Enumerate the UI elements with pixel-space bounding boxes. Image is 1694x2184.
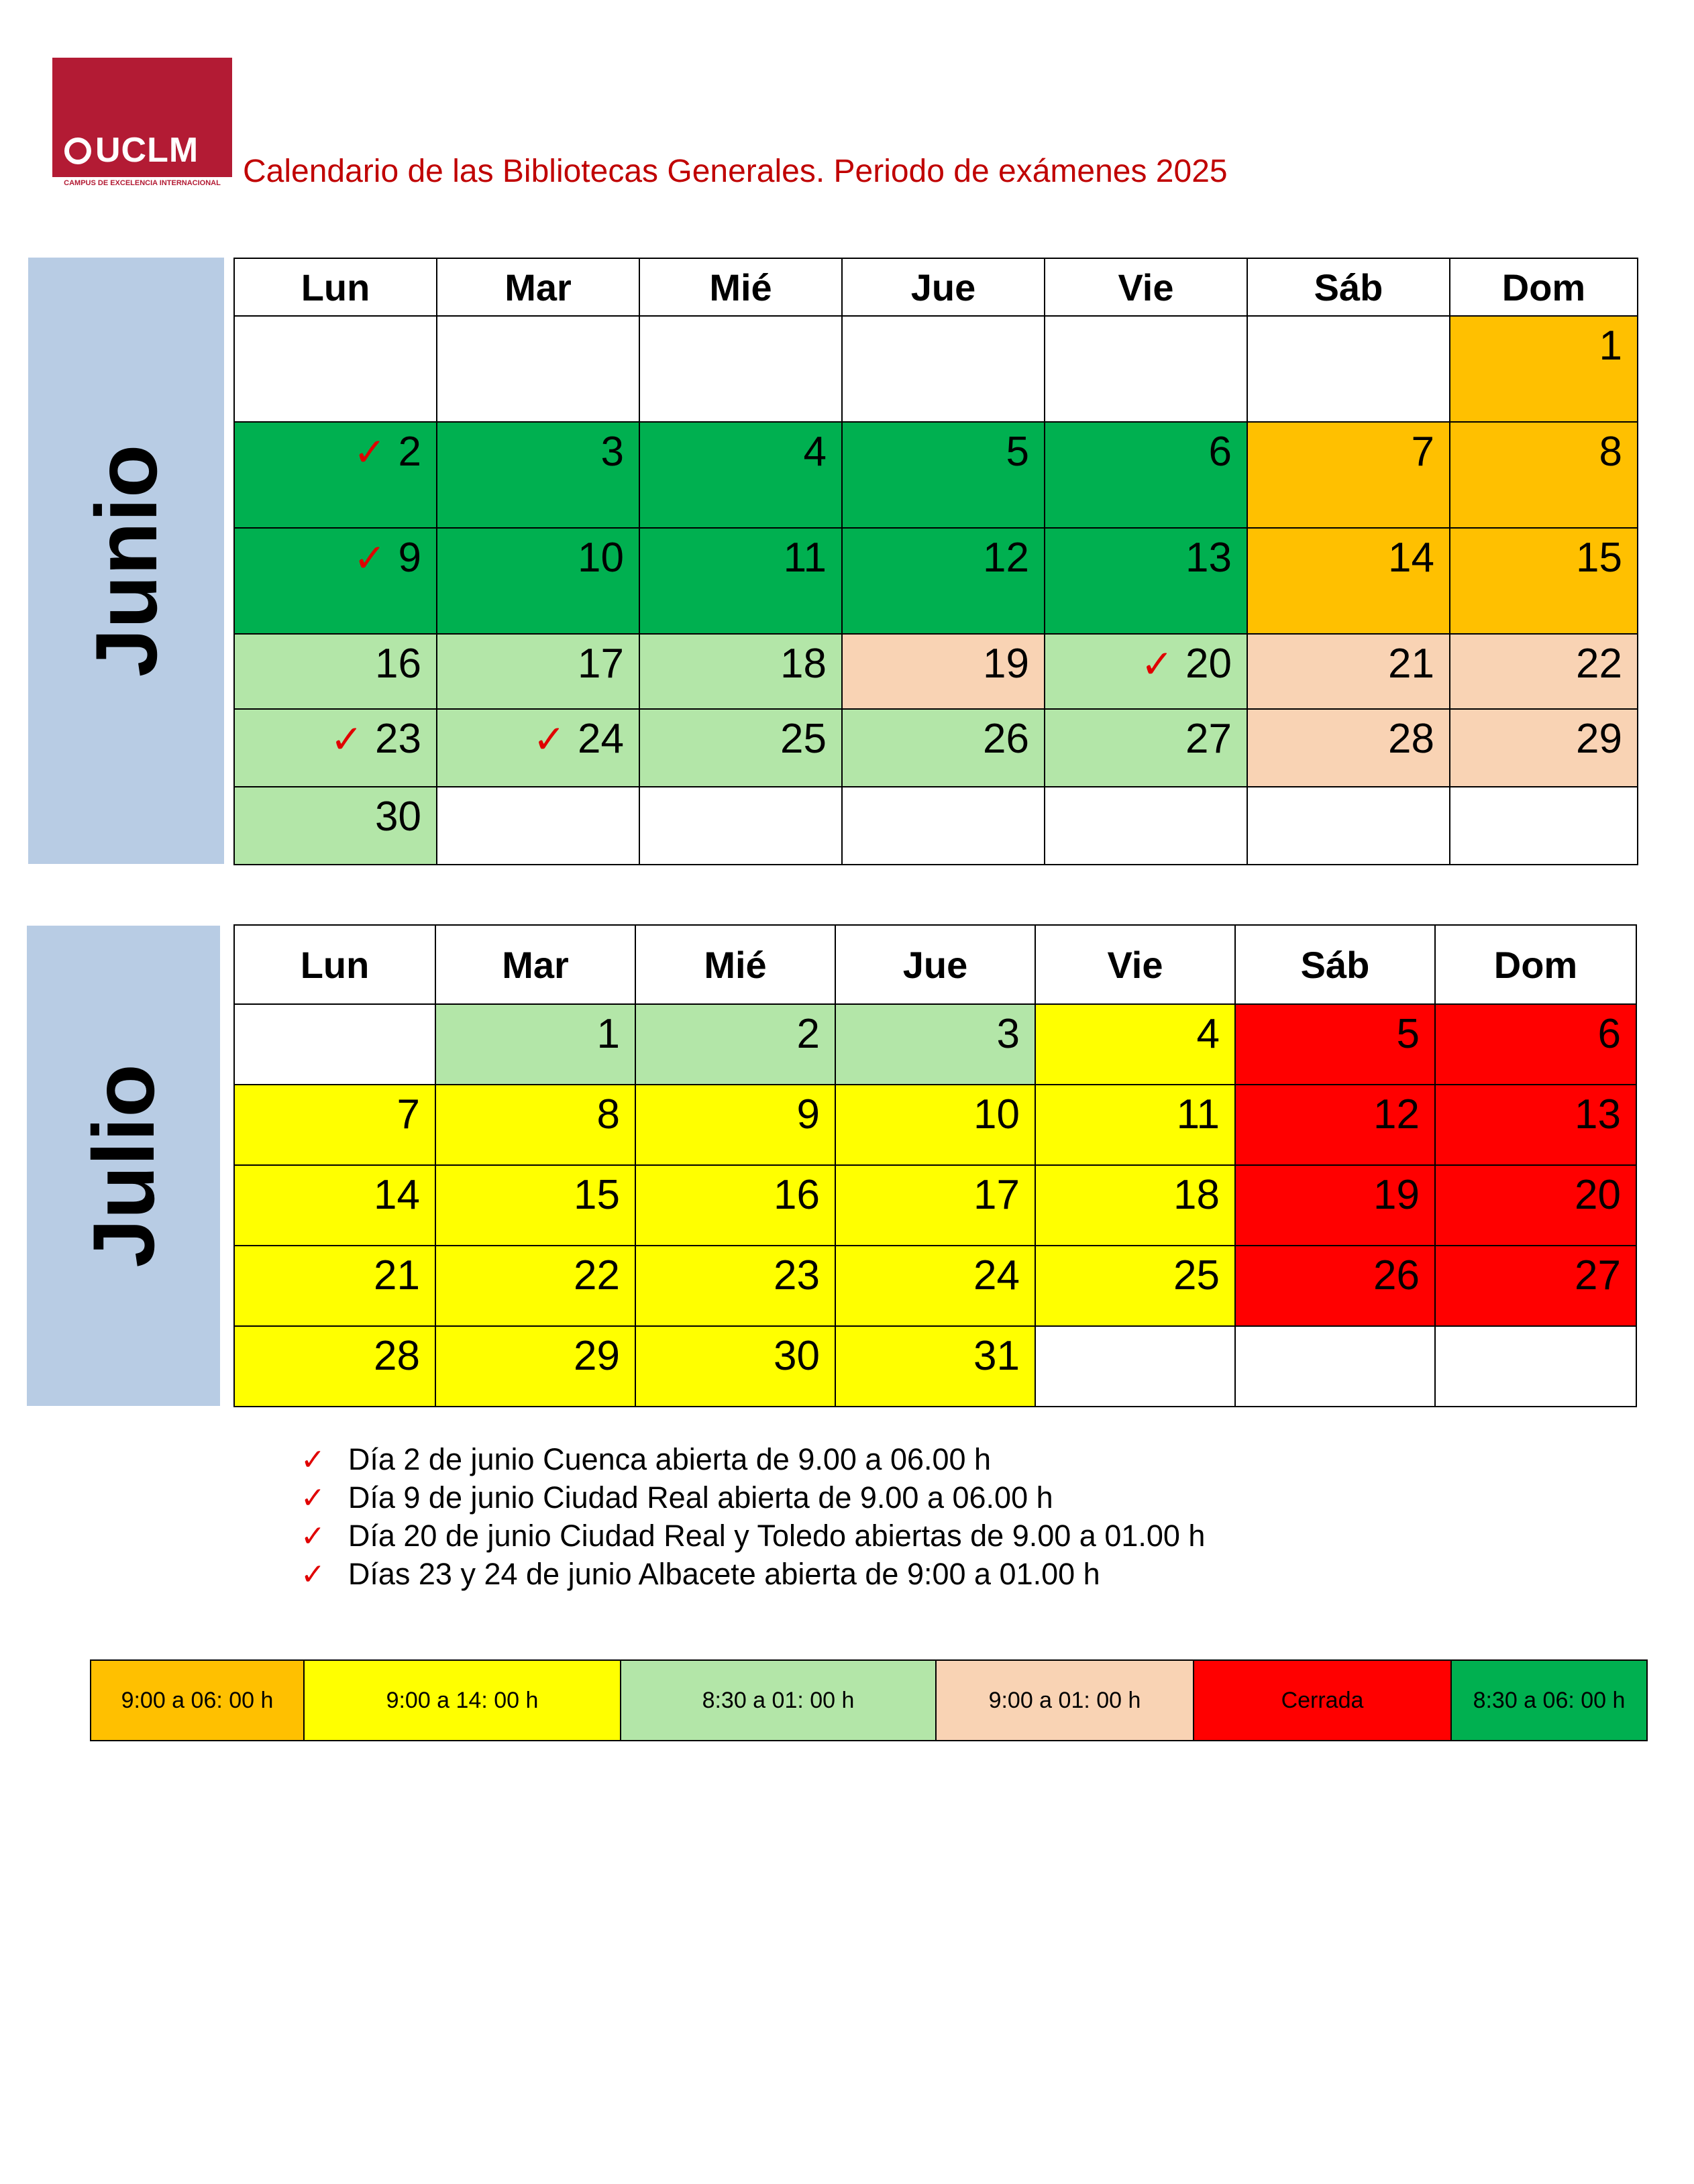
check-icon: ✓ bbox=[301, 1443, 325, 1476]
calendar-day-cell bbox=[1045, 709, 1247, 787]
calendar-day-cell bbox=[639, 422, 842, 528]
calendar-day-cell bbox=[234, 1246, 435, 1326]
weekday-header: Jue bbox=[835, 925, 1035, 1004]
logo-emblem-icon bbox=[64, 138, 91, 164]
day-number: 19 bbox=[1373, 1172, 1420, 1218]
calendar-week-row bbox=[234, 1004, 1636, 1085]
calendar-day-cell bbox=[234, 634, 437, 709]
calendar-day-cell bbox=[1435, 1326, 1636, 1407]
calendar-day-cell bbox=[835, 1004, 1035, 1085]
calendar-day-cell bbox=[435, 1004, 635, 1085]
day-number: 18 bbox=[1173, 1172, 1220, 1218]
calendar-day-cell bbox=[1045, 528, 1247, 634]
calendar-day-cell bbox=[835, 1165, 1035, 1246]
day-number: 11 bbox=[1176, 1091, 1220, 1138]
day-number: 3 bbox=[996, 1011, 1020, 1057]
day-number: 30 bbox=[375, 794, 421, 840]
calendar-day-cell bbox=[1247, 787, 1450, 865]
calendar-day-cell bbox=[1435, 1165, 1636, 1246]
day-number: 28 bbox=[374, 1333, 420, 1379]
calendar-day-cell bbox=[1035, 1165, 1235, 1246]
day-number: 9 bbox=[796, 1091, 820, 1138]
day-number: 5 bbox=[1396, 1011, 1420, 1057]
month-name-june: Junio bbox=[77, 444, 175, 677]
calendar-day-cell bbox=[842, 316, 1045, 422]
calendar-week-row bbox=[234, 1326, 1636, 1407]
note-text: Día 2 de junio Cuenca abierta de 9.00 a 06.00 h bbox=[348, 1442, 992, 1476]
weekday-header: Sáb bbox=[1235, 925, 1435, 1004]
calendar-day-cell bbox=[1235, 1246, 1435, 1326]
weekday-header: Mié bbox=[639, 258, 842, 316]
check-icon: ✓ bbox=[1141, 643, 1174, 686]
calendar-week-row bbox=[234, 422, 1638, 528]
day-number: 13 bbox=[1185, 535, 1232, 581]
calendar-day-cell bbox=[635, 1085, 835, 1165]
calendar-day-cell bbox=[1450, 528, 1638, 634]
day-number: 22 bbox=[1576, 641, 1622, 687]
month-name-july: Julio bbox=[74, 1064, 172, 1268]
check-icon: ✓ bbox=[533, 718, 566, 761]
calendar-day-cell bbox=[1035, 1085, 1235, 1165]
day-number: 31 bbox=[973, 1333, 1020, 1379]
day-number: 18 bbox=[780, 641, 827, 687]
calendar-day-cell bbox=[635, 1165, 835, 1246]
day-number: 9 bbox=[398, 535, 421, 581]
legend-swatch: 9:00 a 14: 00 h bbox=[304, 1660, 621, 1741]
calendar-day-cell bbox=[1450, 316, 1638, 422]
calendar-day-cell bbox=[1235, 1165, 1435, 1246]
day-number: 27 bbox=[1575, 1252, 1621, 1299]
day-number: 12 bbox=[983, 535, 1029, 581]
calendar-day-cell bbox=[435, 1165, 635, 1246]
calendar-day-cell bbox=[1035, 1326, 1235, 1407]
legend-swatch: 9:00 a 01: 00 h bbox=[936, 1660, 1194, 1741]
day-number: 2 bbox=[398, 429, 421, 475]
day-number: 6 bbox=[1208, 429, 1232, 475]
calendar-day-cell bbox=[1435, 1004, 1636, 1085]
calendar-week-row bbox=[234, 1165, 1636, 1246]
calendar-day-cell bbox=[437, 634, 639, 709]
weekday-header: Sáb bbox=[1247, 258, 1450, 316]
day-number: 12 bbox=[1373, 1091, 1420, 1138]
legend-swatch: Cerrada bbox=[1194, 1660, 1451, 1741]
weekday-header: Dom bbox=[1435, 925, 1636, 1004]
check-icon: ✓ bbox=[301, 1558, 325, 1591]
day-number: 15 bbox=[1576, 535, 1622, 581]
month-label-june bbox=[28, 258, 224, 864]
legend-row bbox=[91, 1660, 1647, 1741]
check-icon: ✓ bbox=[301, 1520, 325, 1553]
calendar-day-cell bbox=[437, 709, 639, 787]
calendar-day-cell bbox=[1247, 634, 1450, 709]
calendar-day-cell bbox=[639, 709, 842, 787]
weekday-header-row bbox=[234, 925, 1636, 1004]
calendar-day-cell bbox=[1045, 634, 1247, 709]
day-number: 24 bbox=[973, 1252, 1020, 1299]
calendar-day-cell bbox=[437, 422, 639, 528]
calendar-day-cell bbox=[1450, 787, 1638, 865]
calendar-week-row bbox=[234, 634, 1638, 709]
note-item bbox=[301, 1517, 1205, 1555]
calendar-day-cell bbox=[842, 528, 1045, 634]
day-number: 8 bbox=[1599, 429, 1622, 475]
calendar-day-cell bbox=[1450, 422, 1638, 528]
day-number: 16 bbox=[774, 1172, 820, 1218]
calendar-day-cell bbox=[635, 1246, 835, 1326]
notes-list bbox=[301, 1441, 1205, 1594]
calendar-day-cell bbox=[639, 528, 842, 634]
page-title: Calendario de las Bibliotecas Generales. Periodo de exámenes 2025 bbox=[243, 154, 1228, 189]
day-number: 27 bbox=[1185, 716, 1232, 762]
legend-swatch: 8:30 a 01: 00 h bbox=[621, 1660, 936, 1741]
day-number: 21 bbox=[1388, 641, 1434, 687]
calendar-day-cell bbox=[437, 316, 639, 422]
calendar-day-cell bbox=[1235, 1004, 1435, 1085]
note-item bbox=[301, 1441, 1205, 1479]
calendar-day-cell bbox=[1435, 1246, 1636, 1326]
uclm-logo bbox=[52, 58, 232, 189]
calendar-day-cell bbox=[234, 1085, 435, 1165]
calendar-day-cell bbox=[1450, 634, 1638, 709]
day-number: 19 bbox=[983, 641, 1029, 687]
day-number: 4 bbox=[1196, 1011, 1220, 1057]
legend-swatch: 8:30 a 06: 00 h bbox=[1451, 1660, 1647, 1741]
calendar-day-cell bbox=[1247, 422, 1450, 528]
weekday-header: Mar bbox=[437, 258, 639, 316]
calendar-day-cell bbox=[835, 1326, 1035, 1407]
calendar-day-cell bbox=[842, 709, 1045, 787]
calendar-week-row bbox=[234, 787, 1638, 865]
calendar-day-cell bbox=[1247, 316, 1450, 422]
calendar-day-cell bbox=[435, 1326, 635, 1407]
day-number: 8 bbox=[596, 1091, 620, 1138]
logo-wordmark: UCLM bbox=[64, 130, 199, 170]
day-number: 17 bbox=[973, 1172, 1020, 1218]
day-number: 11 bbox=[783, 535, 827, 581]
calendar-day-cell bbox=[1247, 709, 1450, 787]
calendar-day-cell bbox=[1435, 1085, 1636, 1165]
day-number: 17 bbox=[578, 641, 624, 687]
day-number: 5 bbox=[1006, 429, 1029, 475]
calendar-day-cell bbox=[435, 1085, 635, 1165]
calendar-june bbox=[233, 258, 1638, 865]
weekday-header: Lun bbox=[234, 925, 435, 1004]
day-number: 26 bbox=[983, 716, 1029, 762]
calendar-day-cell bbox=[437, 528, 639, 634]
weekday-header: Vie bbox=[1035, 925, 1235, 1004]
day-number: 10 bbox=[578, 535, 624, 581]
calendar-week-row bbox=[234, 316, 1638, 422]
calendar-day-cell bbox=[437, 787, 639, 865]
calendar-july bbox=[233, 924, 1637, 1407]
calendar-day-cell bbox=[234, 1165, 435, 1246]
day-number: 1 bbox=[1599, 323, 1622, 369]
weekday-header: Mié bbox=[635, 925, 835, 1004]
day-number: 1 bbox=[596, 1011, 620, 1057]
day-number: 3 bbox=[600, 429, 624, 475]
day-number: 23 bbox=[375, 716, 421, 762]
note-text: Día 20 de junio Ciudad Real y Toledo abiertas de 9.00 a 01.00 h bbox=[348, 1519, 1206, 1553]
calendar-day-cell bbox=[842, 634, 1045, 709]
day-number: 29 bbox=[574, 1333, 620, 1379]
day-number: 23 bbox=[774, 1252, 820, 1299]
day-number: 24 bbox=[578, 716, 624, 762]
weekday-header: Jue bbox=[842, 258, 1045, 316]
day-number: 21 bbox=[374, 1252, 420, 1299]
calendar-week-row bbox=[234, 1085, 1636, 1165]
day-number: 25 bbox=[780, 716, 827, 762]
calendar-day-cell bbox=[1035, 1004, 1235, 1085]
note-text: Día 9 de junio Ciudad Real abierta de 9.00 a 06.00 h bbox=[348, 1480, 1053, 1515]
calendar-day-cell bbox=[234, 316, 437, 422]
day-number: 10 bbox=[973, 1091, 1020, 1138]
calendar-day-cell bbox=[234, 1326, 435, 1407]
calendar-day-cell bbox=[234, 422, 437, 528]
day-number: 20 bbox=[1185, 641, 1232, 687]
check-icon: ✓ bbox=[353, 431, 386, 474]
day-number: 25 bbox=[1173, 1252, 1220, 1299]
calendar-day-cell bbox=[234, 528, 437, 634]
color-legend bbox=[90, 1659, 1648, 1741]
day-number: 13 bbox=[1575, 1091, 1621, 1138]
weekday-header: Dom bbox=[1450, 258, 1638, 316]
check-icon: ✓ bbox=[353, 537, 386, 580]
note-item bbox=[301, 1479, 1205, 1517]
calendar-week-row bbox=[234, 528, 1638, 634]
calendar-day-cell bbox=[835, 1085, 1035, 1165]
weekday-header: Lun bbox=[234, 258, 437, 316]
calendar-day-cell bbox=[1045, 316, 1247, 422]
calendar-day-cell bbox=[1045, 787, 1247, 865]
calendar-day-cell bbox=[1235, 1085, 1435, 1165]
calendar-day-cell bbox=[639, 634, 842, 709]
calendar-week-row bbox=[234, 709, 1638, 787]
day-number: 28 bbox=[1388, 716, 1434, 762]
calendar-day-cell bbox=[635, 1326, 835, 1407]
day-number: 26 bbox=[1373, 1252, 1420, 1299]
day-number: 29 bbox=[1576, 716, 1622, 762]
day-number: 20 bbox=[1575, 1172, 1621, 1218]
calendar-day-cell bbox=[234, 787, 437, 865]
logo-subtitle: CAMPUS DE EXCELENCIA INTERNACIONAL bbox=[52, 177, 232, 189]
legend-swatch: 9:00 a 06: 00 h bbox=[91, 1660, 304, 1741]
month-label-july bbox=[27, 926, 220, 1406]
calendar-day-cell bbox=[1247, 528, 1450, 634]
weekday-header-row bbox=[234, 258, 1638, 316]
check-icon: ✓ bbox=[330, 718, 364, 761]
calendar-day-cell bbox=[435, 1246, 635, 1326]
day-number: 4 bbox=[803, 429, 827, 475]
weekday-header: Mar bbox=[435, 925, 635, 1004]
calendar-day-cell bbox=[1035, 1246, 1235, 1326]
calendar-day-cell bbox=[842, 422, 1045, 528]
calendar-day-cell bbox=[835, 1246, 1035, 1326]
calendar-day-cell bbox=[234, 1004, 435, 1085]
calendar-day-cell bbox=[635, 1004, 835, 1085]
day-number: 14 bbox=[374, 1172, 420, 1218]
note-text: Días 23 y 24 de junio Albacete abierta de 9:00 a 01.00 h bbox=[348, 1557, 1100, 1591]
weekday-header: Vie bbox=[1045, 258, 1247, 316]
calendar-day-cell bbox=[1235, 1326, 1435, 1407]
day-number: 22 bbox=[574, 1252, 620, 1299]
day-number: 16 bbox=[375, 641, 421, 687]
calendar-week-row bbox=[234, 1246, 1636, 1326]
calendar-day-cell bbox=[639, 787, 842, 865]
day-number: 6 bbox=[1597, 1011, 1621, 1057]
calendar-day-cell bbox=[639, 316, 842, 422]
day-number: 15 bbox=[574, 1172, 620, 1218]
note-item bbox=[301, 1555, 1205, 1594]
calendar-day-cell bbox=[234, 709, 437, 787]
check-icon: ✓ bbox=[301, 1482, 325, 1515]
day-number: 2 bbox=[796, 1011, 820, 1057]
day-number: 30 bbox=[774, 1333, 820, 1379]
calendar-day-cell bbox=[842, 787, 1045, 865]
calendar-day-cell bbox=[1450, 709, 1638, 787]
day-number: 7 bbox=[1411, 429, 1434, 475]
calendar-day-cell bbox=[1045, 422, 1247, 528]
day-number: 7 bbox=[396, 1091, 420, 1138]
day-number: 14 bbox=[1388, 535, 1434, 581]
